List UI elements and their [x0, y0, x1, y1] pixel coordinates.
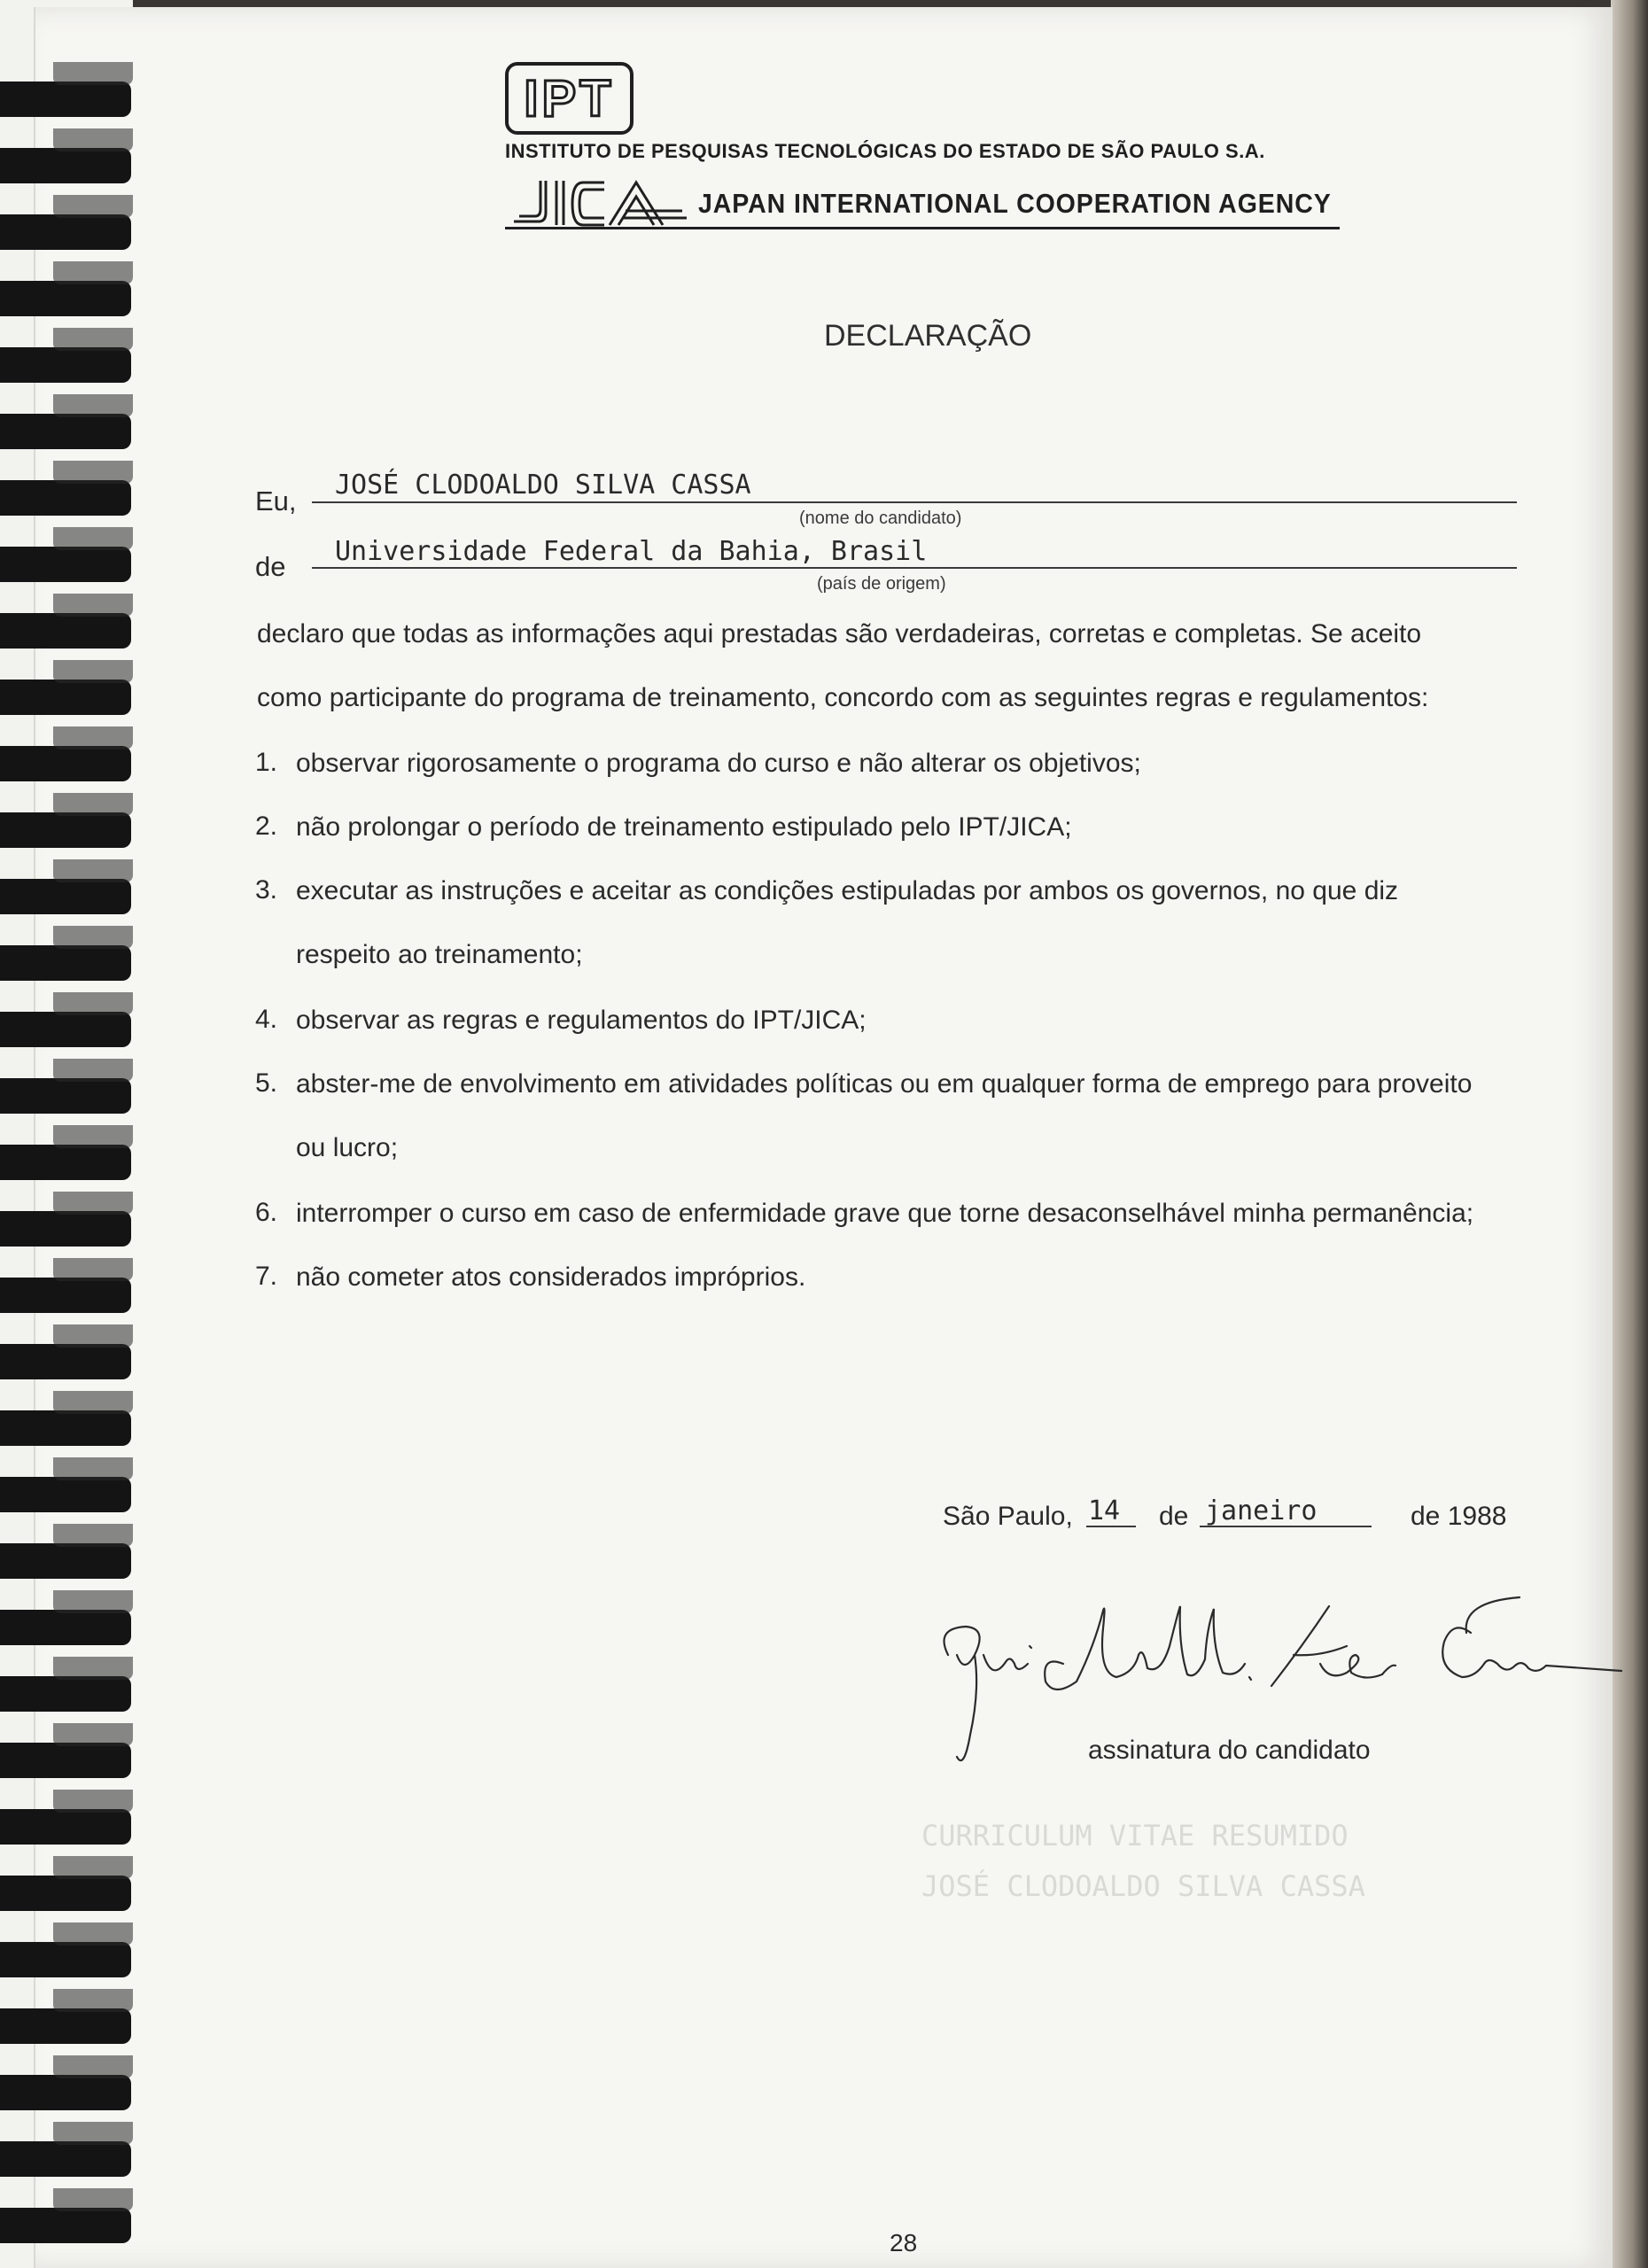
date-month-field: janeiro — [1205, 1495, 1318, 1526]
date-place: São Paulo, — [943, 1502, 1073, 1531]
bleed-through-line-1: CURRICULUM VITAE RESUMIDO — [921, 1819, 1349, 1852]
rule-text: abster-me de envolvimento em atividades políticas ou em qualquer forma de emprego para proveito — [296, 1069, 1473, 1099]
binding-ring — [0, 547, 131, 582]
jica-logo — [505, 177, 691, 230]
date-year: de 1988 — [1411, 1502, 1507, 1531]
rule-text: interromper o curso em caso de enfermidade grave que torne desaconselhável minha permanência; — [296, 1199, 1474, 1228]
binding-ring — [0, 2141, 131, 2177]
eu-label: Eu, — [255, 485, 297, 517]
ipt-institute-name: INSTITUTO DE PESQUISAS TECNOLÓGICAS DO ESTADO DE SÃO PAULO S.A. — [505, 140, 1265, 162]
binding-ring — [0, 214, 131, 250]
binding-ring — [0, 480, 131, 516]
rule-text: não prolongar o período de treinamento estipulado pelo IPT/JICA; — [296, 812, 1072, 842]
de-label: de — [255, 551, 286, 582]
binding-ring — [0, 1942, 131, 1977]
binding-ring — [0, 1676, 131, 1712]
binding-ring — [0, 746, 131, 781]
binding-ring — [0, 281, 131, 316]
rule-number: 5. — [255, 1068, 278, 1098]
rule-number: 3. — [255, 875, 278, 905]
rule-text: executar as instruções e aceitar as condições estipuladas por ambos os governos, no que diz — [296, 876, 1399, 905]
binding-ring — [0, 1145, 131, 1180]
binding-ring — [0, 2075, 131, 2110]
binding-ring — [0, 1410, 131, 1446]
date-de-1: de — [1159, 1502, 1189, 1531]
rule-text: observar rigorosamente o programa do curso e não alterar os objetivos; — [296, 749, 1141, 778]
rule-number: 1. — [255, 748, 278, 777]
name-caption: (nome do candidato) — [799, 509, 962, 528]
binding-ring — [0, 82, 131, 117]
binding-ring — [0, 680, 131, 715]
binding-ring — [0, 1876, 131, 1911]
rule-number: 2. — [255, 812, 278, 841]
binding-ring — [0, 879, 131, 914]
binding-ring — [0, 1477, 131, 1512]
binding-ring — [0, 414, 131, 449]
binding-ring — [0, 2208, 131, 2243]
binding-ring — [0, 1743, 131, 1778]
intro-line-1: declaro que todas as informações aqui prestadas são verdadeiras, corretas e completas. Se aceito — [257, 619, 1422, 649]
month-underline — [1200, 1526, 1372, 1527]
rule-text-continued: respeito ao treinamento; — [296, 940, 583, 969]
binding-ring — [0, 1344, 131, 1379]
binding-ring — [0, 945, 131, 981]
rule-number: 7. — [255, 1262, 278, 1291]
binding-ring — [0, 1610, 131, 1645]
binding-ring — [0, 148, 131, 183]
binding-ring — [0, 1543, 131, 1579]
binding-ring — [0, 1211, 131, 1247]
document-page — [34, 7, 1613, 2268]
binding-ring — [0, 812, 131, 848]
rule-text: não cometer atos considerados impróprios. — [296, 1262, 806, 1292]
binding-ring — [0, 2008, 131, 2044]
header-rule — [505, 227, 1340, 229]
name-underline — [312, 501, 1517, 503]
bleed-through-line-2: JOSÉ CLODOALDO SILVA CASSA — [921, 1869, 1365, 1903]
rule-number: 6. — [255, 1198, 278, 1227]
document-title: DECLARAÇÃO — [824, 319, 1032, 353]
jica-agency-name: JAPAN INTERNATIONAL COOPERATION AGENCY — [698, 188, 1332, 219]
origin-underline — [312, 567, 1517, 569]
date-day-field: 14 — [1088, 1495, 1121, 1526]
binding-ring — [0, 347, 131, 383]
day-underline — [1086, 1526, 1136, 1527]
intro-line-2: como participante do programa de treinamento, concordo com as seguintes regras e regulamentos: — [257, 683, 1429, 712]
origin-caption: (país de origem) — [817, 574, 946, 594]
rule-number: 4. — [255, 1005, 278, 1034]
binding-ring — [0, 1012, 131, 1047]
candidate-name-field: JOSÉ CLODOALDO SILVA CASSA — [335, 470, 751, 501]
page-edge-shadow — [1611, 0, 1648, 2268]
binding-ring — [0, 1078, 131, 1114]
origin-field: Universidade Federal da Bahia, Brasil — [335, 536, 928, 567]
binding-ring — [0, 1809, 131, 1845]
ipt-logo: IPT — [505, 62, 634, 135]
binding-ring — [0, 1278, 131, 1313]
page-number: 28 — [890, 2229, 918, 2256]
signature-caption: assinatura do candidato — [1088, 1736, 1371, 1765]
rule-text-continued: ou lucro; — [296, 1133, 399, 1162]
binding-ring — [0, 613, 131, 649]
rule-text: observar as regras e regulamentos do IPT/JICA; — [296, 1006, 867, 1035]
